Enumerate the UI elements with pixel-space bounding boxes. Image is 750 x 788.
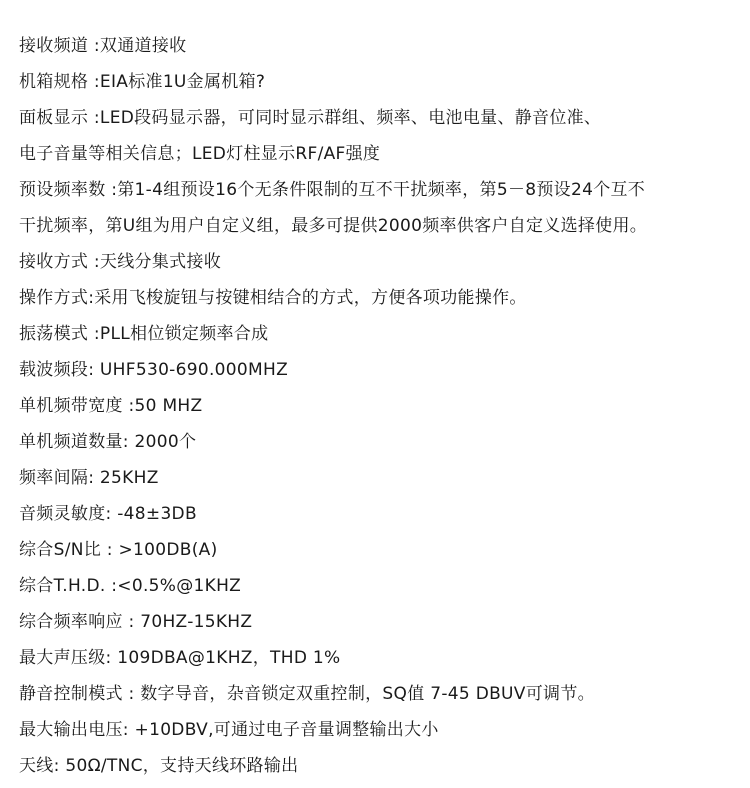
spec-line-preset-frequencies-cont: 干扰频率，第U组为用户自定义组，最多可提供2000频率供客户自定义选择使用。 [19, 216, 648, 236]
spec-line-receive-channel: 接收频道 :双通道接收 [19, 36, 187, 56]
spec-line-panel-display-cont: 电子音量等相关信息；LED灯柱显示RF/AF强度 [19, 144, 381, 164]
spec-line-audio-sensitivity: 音频灵敏度: -48±3DB [19, 504, 197, 524]
spec-line-preset-frequencies: 预设频率数 :第1-4组预设16个无条件限制的互不干扰频率，第5－8预设24个互不 [19, 180, 646, 200]
spec-line-bandwidth: 单机频带宽度 :50 MHZ [19, 396, 203, 416]
spec-line-max-spl: 最大声压级: 109DBA@1KHZ，THD 1% [19, 648, 341, 668]
spec-line-frequency-step: 频率间隔: 25KHZ [19, 468, 159, 488]
spec-line-snr: 综合S/N比 : >100DB(A) [19, 540, 218, 560]
spec-line-channel-count: 单机频道数量: 2000个 [19, 432, 197, 452]
spec-line-receive-mode: 接收方式 :天线分集式接收 [19, 252, 222, 272]
spec-line-chassis: 机箱规格 :EIA标准1U金属机箱? [19, 72, 266, 92]
spec-line-carrier-band: 载波频段: UHF530-690.000MHZ [19, 360, 289, 380]
spec-line-squelch-mode: 静音控制模式 : 数字导音，杂音锁定双重控制，SQ值 7-45 DBUV可调节。 [19, 684, 595, 704]
spec-line-panel-display: 面板显示 :LED段码显示器，可同时显示群组、频率、电池电量、静音位准、 [19, 108, 602, 128]
spec-line-oscillation-mode: 振荡模式 :PLL相位锁定频率合成 [19, 324, 269, 344]
spec-line-max-output-voltage: 最大输出电压: +10DBV,可通过电子音量调整输出大小 [19, 720, 439, 740]
spec-line-thd: 综合T.H.D. :<0.5%@1KHZ [19, 576, 242, 596]
spec-list [19, 28, 743, 784]
spec-line-frequency-response: 综合频率响应 : 70HZ-15KHZ [19, 612, 253, 632]
spec-line-operation-mode: 操作方式:采用飞梭旋钮与按键相结合的方式，方便各项功能操作。 [19, 288, 527, 308]
spec-line-antenna: 天线: 50Ω/TNC，支持天线环路输出 [19, 756, 299, 776]
